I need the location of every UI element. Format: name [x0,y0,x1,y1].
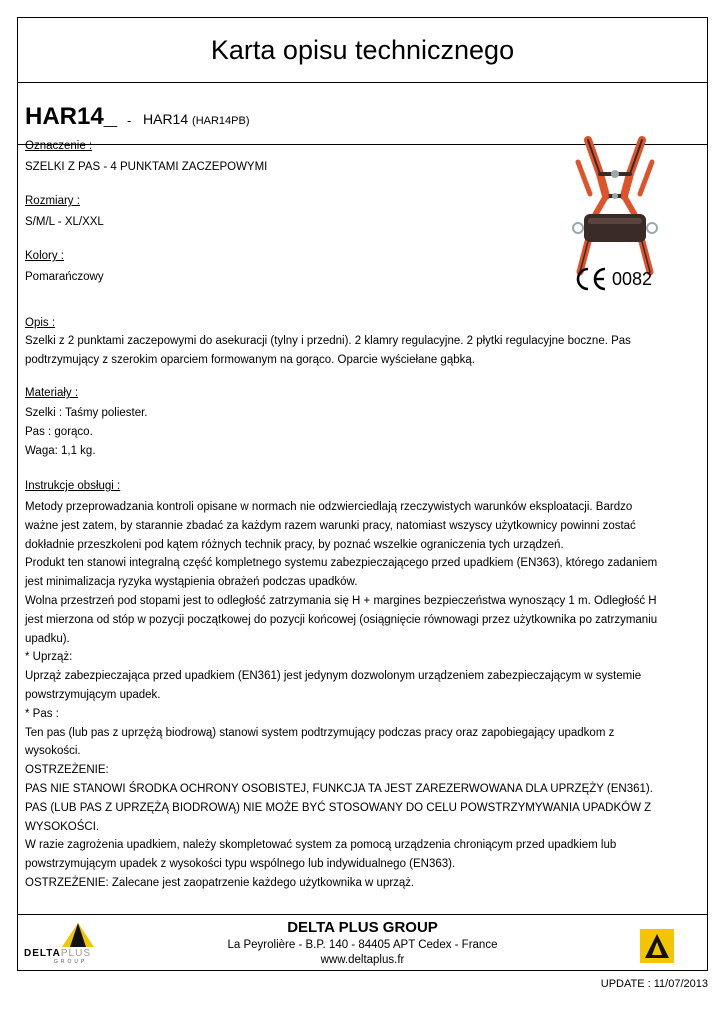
colors-value: Pomarańczowy [25,271,104,283]
instructions-line: ważne jest zatem, by starannie zbadać za każdym razem warunki pracy, natomiast wszyscy użytkownicy powinni zostać [25,519,636,532]
update-date: UPDATE : 11/07/2013 [600,978,708,990]
company-name: DELTA PLUS GROUP [287,919,438,936]
notified-body-number: 0082 [612,268,653,289]
sizes-label: Rozmiary : [25,195,80,207]
instructions-line: upadku). [25,632,70,645]
spec-sheet [17,17,708,971]
product-separator: - [127,113,132,128]
materials-line: Waga: 1,1 kg. [25,444,96,457]
instructions-line: PAS NIE STANOWI ŚRODKA OCHRONY OSOBISTEJ, FUNKCJA TA JEST ZAREZERWOWANA DLA UPRZĘŻY (EN361). [25,782,653,795]
product-reference [143,111,250,127]
instructions-line: wysokości. [25,745,81,758]
colors-label: Kolory : [25,250,64,262]
delta-warning-icon [640,929,674,963]
designation-value: SZELKI Z PAS - 4 PUNKTAMI ZACZEPOWYMI [25,161,268,173]
ce-certification [575,264,652,294]
logo-sub-text: GROUP [54,959,88,965]
instructions-line: powstrzymującym upadek z wysokości typu wspólnego lub indywidualnego (EN363). [25,858,456,871]
instructions-line: Wolna przestrzeń pod stopami jest to odległość zatrzymania się H + margines bezpieczeństwa wynoszący 1 m. Odległość H [25,594,657,607]
instructions-label: Instrukcje obsługi : [25,480,121,492]
instructions-line: OSTRZEŻENIE: Zalecane jest zaopatrzenie każdego użytkownika w uprząż. [25,876,415,889]
instructions-line: OSTRZEŻENIE: [25,764,109,777]
instructions-line: PAS (LUB PAS Z UPRZĘŻĄ BIODROWĄ) NIE MOŻE BYĆ STOSOWANY DO CELU POWSTRZYMYWANIA UPADKÓW Z [25,801,652,814]
sizes-value: S/M/L - XL/XXL [25,216,104,228]
materials-line: Szelki : Taśmy poliester. [25,407,148,419]
instructions-line: W razie zagrożenia upadkiem, należy skompletować system za pomocą urządzenia chroniącym przed upadkiem lub [25,839,617,852]
product-ref: HAR14 [143,111,189,127]
logo-text: DELTA [24,948,61,959]
instructions-line: Ten pas (lub pas z uprzężą biodrową) stanowi system podtrzymujący podczas pracy oraz zapobiegający upadkom z [25,726,615,739]
instructions-line: WYSOKOŚCI. [25,820,100,833]
instructions-line: jest minimalizacja ryzyka wystąpienia obrażeń podczas upadków. [25,576,358,589]
company-website[interactable]: www.deltaplus.fr [320,954,405,966]
logo-text-plus: PLUS [60,948,91,959]
product-ref-variant: (HAR14PB) [192,115,250,127]
instructions-line: * Uprząż: [25,651,73,664]
instructions-text [25,498,705,893]
instructions-line: jest mierzona od stóp w pozycji początkowej do pozycji końcowej (osiągnięcie równowagi przez użytkownika po zatrzymaniu [25,613,658,626]
materials-text [25,404,705,460]
instructions-line: dokładnie przeszkoleni pod kątem różnych technik pracy, by poznać wszelkie ograniczenia tych urządzeń. [25,538,564,551]
instructions-line: Uprząż zabezpieczająca przed upadkiem (EN361) jest jedynym dozwolonym urządzeniem zabezpieczającym w systemie [25,670,642,683]
harness-product-image [570,134,660,276]
designation-label: Oznaczenie : [25,140,93,152]
description-line: Szelki z 2 punktami zaczepowymi do asekuracji (tylny i przedni). 2 klamry regulacyjne. 2 płytki regulacyjne boczne. Pas [25,335,631,347]
description-label: Opis : [25,317,56,329]
page-footer [18,914,707,972]
page-title: Karta opisu technicznego [18,18,707,83]
materials-label: Materiały : [25,387,79,399]
company-address: La Peyrolière - B.P. 140 - 84405 APT Cedex - France [227,939,498,951]
description-line: podtrzymujący z szerokim oparciem formowanym na gorąco. Oparcie wyściełane gąbką. [25,353,475,366]
product-code: HAR14_ [25,103,118,130]
instructions-line: powstrzymującym upadek. [25,688,161,701]
materials-line: Pas : gorąco. [25,425,93,438]
ce-mark-icon [575,266,609,292]
description-text [25,332,705,370]
instructions-line: Produkt ten stanowi integralną część kompletnego systemu zabezpieczającego przed upadkiem (EN363), którego zadaniem [25,557,658,570]
instructions-line: Metody przeprowadzania kontroli opisane w normach nie odzwierciedlają rzeczywistych warunków eksploatacji. Bardzo [25,501,633,513]
instructions-line: * Pas : [25,707,59,720]
